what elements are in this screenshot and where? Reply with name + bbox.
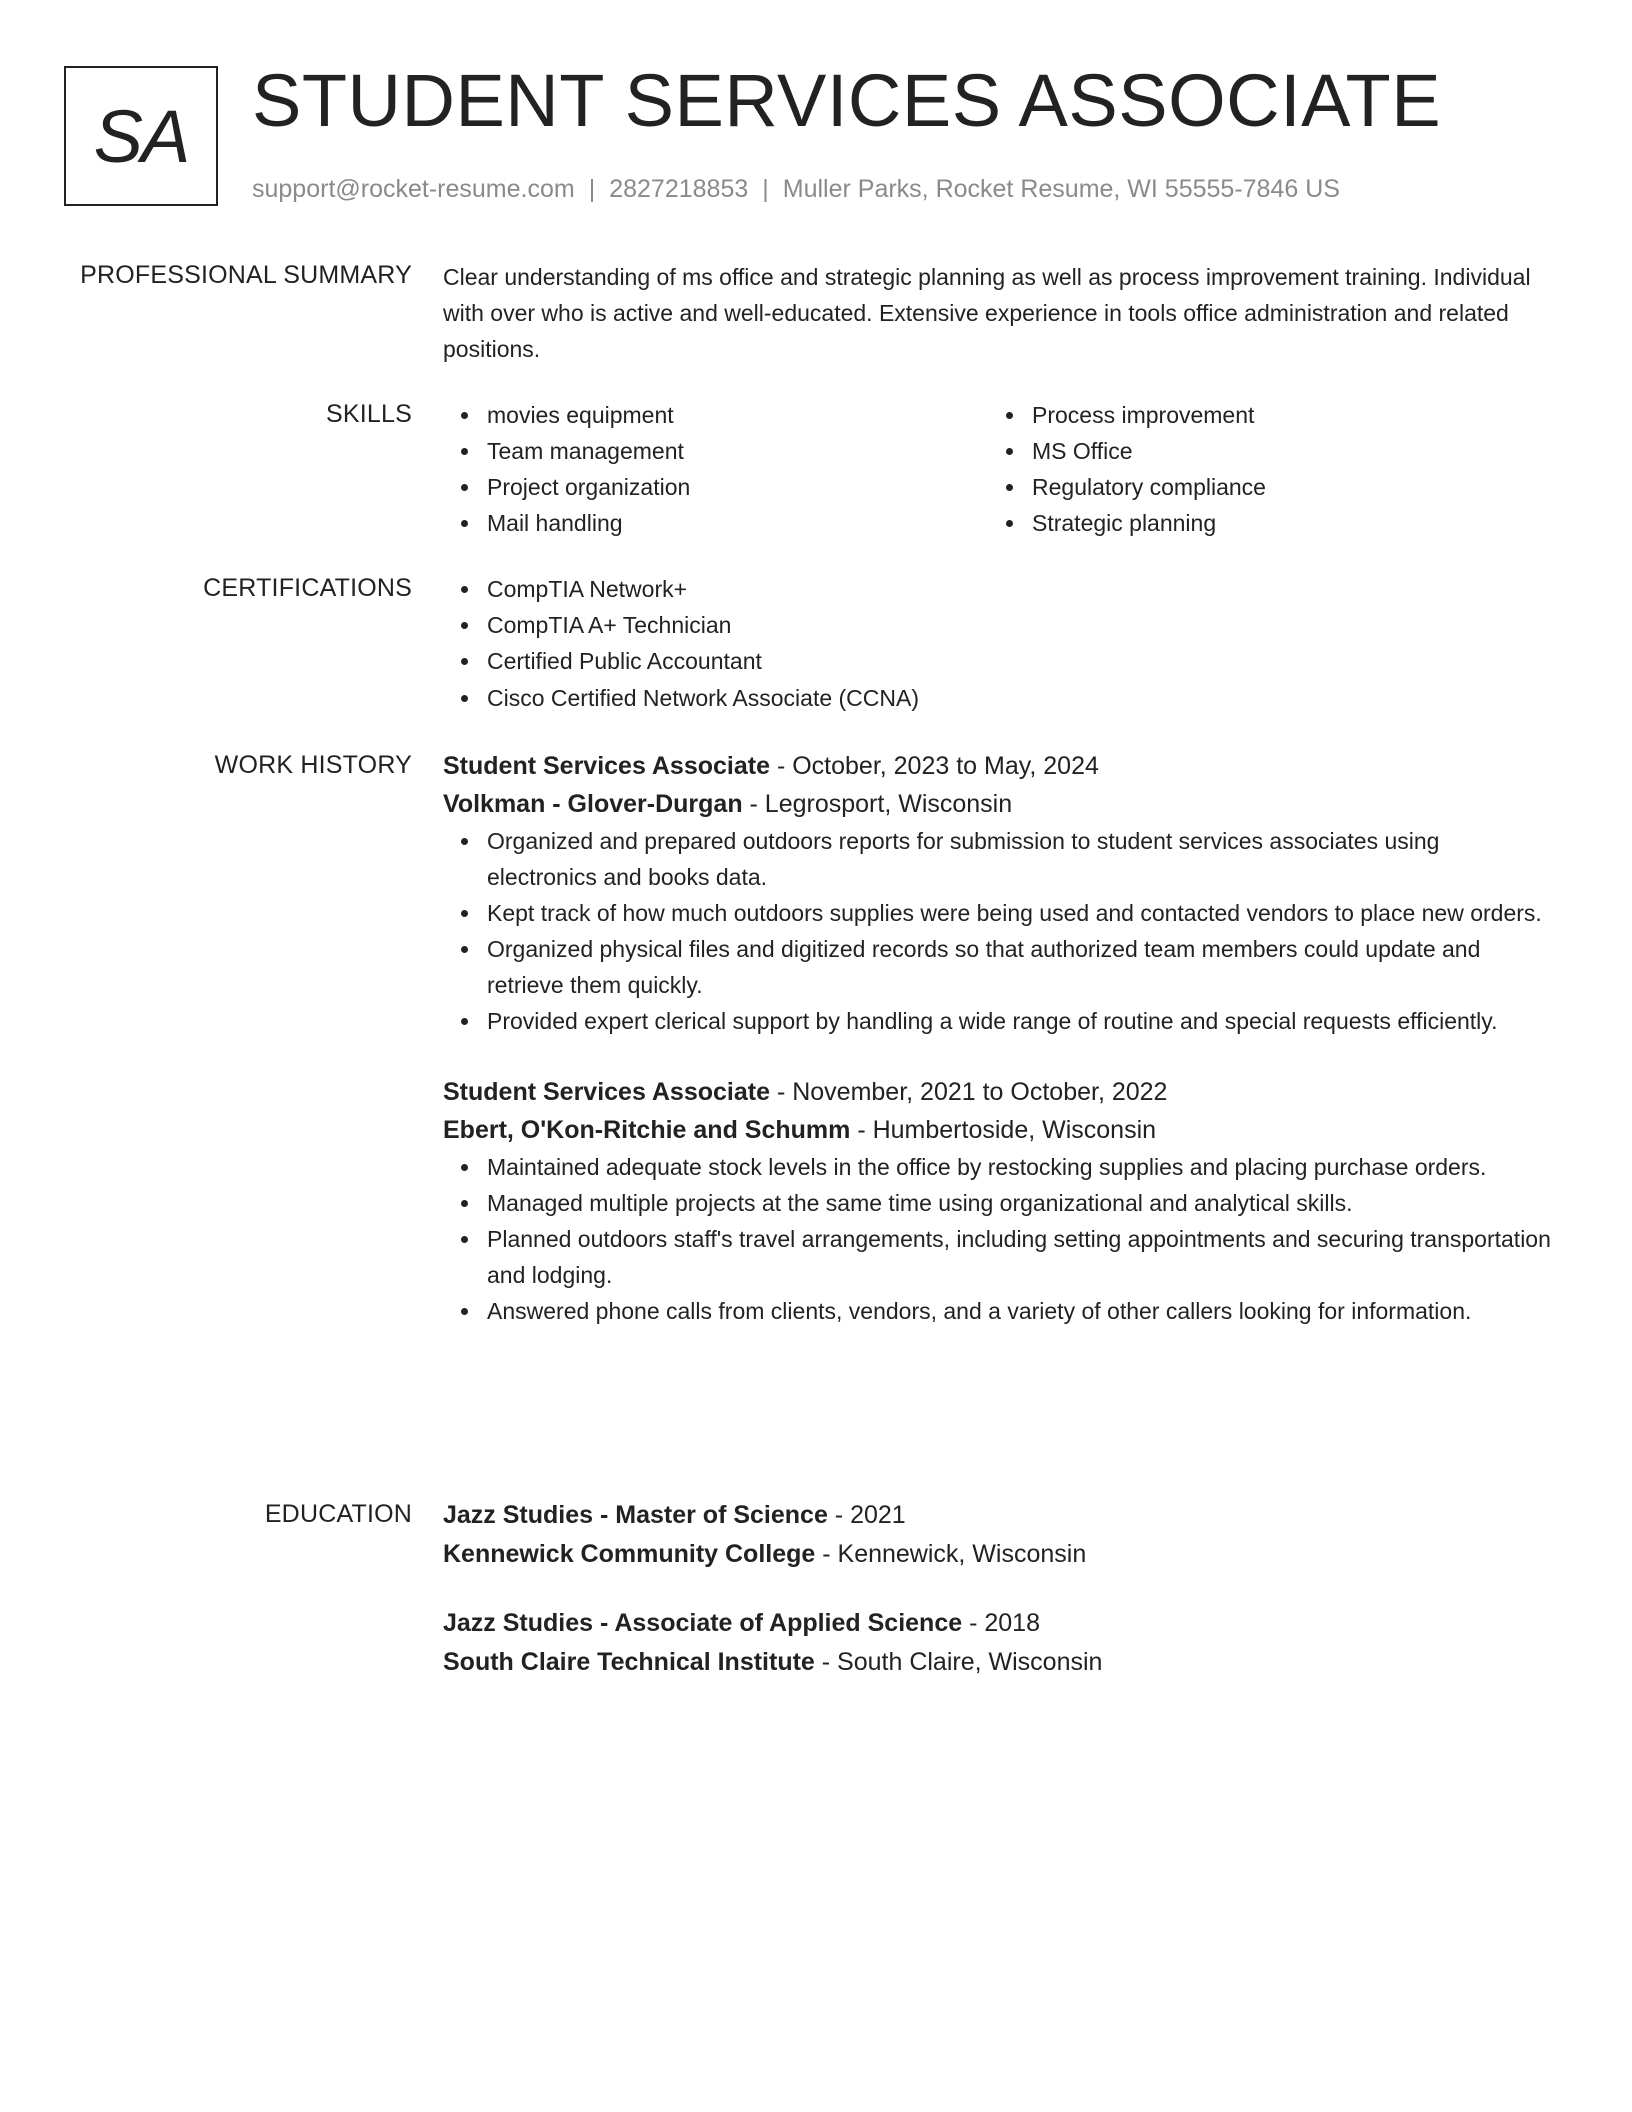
job-location: - Humbertoside, Wisconsin — [850, 1116, 1157, 1144]
list-item: Strategic planning — [1032, 505, 1533, 541]
list-item: movies equipment — [487, 397, 988, 433]
contact-separator: | — [762, 175, 769, 203]
education-location: - Kennewick, Wisconsin — [815, 1540, 1087, 1568]
job-bullets — [443, 1149, 1553, 1329]
certifications-list — [443, 571, 1553, 716]
job-title: Student Services Associate — [443, 752, 770, 780]
job-title: Student Services Associate — [443, 1078, 770, 1106]
section-label-work-history: WORK HISTORY — [214, 751, 412, 779]
section-label-education: EDUCATION — [264, 1500, 412, 1528]
list-item: Mail handling — [487, 505, 988, 541]
list-item: Certified Public Accountant — [487, 643, 1553, 679]
job-company-line — [443, 1111, 1553, 1149]
job-company-line — [443, 785, 1553, 823]
education-school-line — [443, 1643, 1553, 1682]
contact-address: Muller Parks, Rocket Resume, WI 55555-7846 US — [782, 175, 1340, 203]
education-degree: Jazz Studies - Associate of Applied Science — [443, 1609, 963, 1637]
section-label-certifications: CERTIFICATIONS — [203, 574, 412, 602]
resume-name-heading: STUDENT SERVICES ASSOCIATE — [252, 59, 1442, 142]
list-item: CompTIA A+ Technician — [487, 607, 1553, 643]
job-location: - Legrosport, Wisconsin — [742, 790, 1013, 818]
education-year: - 2021 — [827, 1501, 906, 1529]
job-dates: - November, 2021 to October, 2022 — [770, 1078, 1168, 1106]
list-item: Planned outdoors staff's travel arrangements, including setting appointments and securing transportation and lodging. — [487, 1221, 1553, 1293]
education-school: Kennewick Community College — [443, 1540, 816, 1568]
list-item: Cisco Certified Network Associate (CCNA) — [487, 680, 1553, 716]
monogram-badge: SA — [64, 66, 218, 206]
contact-separator: | — [588, 175, 596, 203]
list-item: Kept track of how much outdoors supplies were being used and contacted vendors to place new orders. — [487, 895, 1553, 931]
education-year: - 2018 — [962, 1609, 1040, 1637]
education-school: South Claire Technical Institute — [443, 1648, 815, 1676]
education-entry — [443, 1604, 1553, 1682]
list-item: Process improvement — [1032, 397, 1533, 433]
job-dates: - October, 2023 to May, 2024 — [770, 752, 1099, 780]
list-item: Organized and prepared outdoors reports for submission to student services associates using electronics and books data. — [487, 823, 1553, 895]
section-label-summary: PROFESSIONAL SUMMARY — [80, 261, 412, 289]
education-degree-line — [443, 1604, 1553, 1643]
list-item: Provided expert clerical support by handling a wide range of routine and special requests efficiently. — [487, 1003, 1553, 1039]
contact-line — [252, 172, 1340, 206]
list-item: Maintained adequate stock levels in the office by restocking supplies and placing purchase orders. — [487, 1149, 1553, 1185]
education-degree: Jazz Studies - Master of Science — [443, 1501, 828, 1529]
education-degree-line — [443, 1496, 1553, 1535]
list-item: Answered phone calls from clients, vendors, and a variety of other callers looking for information. — [487, 1293, 1553, 1329]
list-item: Managed multiple projects at the same time using organizational and analytical skills. — [487, 1185, 1553, 1221]
list-item: Organized physical files and digitized records so that authorized team members could update and retrieve them quickly. — [487, 931, 1553, 1003]
list-item: MS Office — [1032, 433, 1533, 469]
job-entry — [443, 1073, 1553, 1329]
education-school-line — [443, 1535, 1553, 1574]
skills-list-left — [443, 397, 988, 541]
job-entry — [443, 747, 1553, 1039]
job-title-line — [443, 1073, 1553, 1111]
education-location: - South Claire, Wisconsin — [814, 1648, 1103, 1676]
list-item: Regulatory compliance — [1032, 469, 1533, 505]
summary-text: Clear understanding of ms office and strategic planning as well as process improvement training. Individual with over who is active and well-educated. Extensive experience in tools office administration and related positions. — [443, 264, 1531, 362]
job-bullets — [443, 823, 1553, 1039]
list-item: CompTIA Network+ — [487, 571, 1553, 607]
skills-list-right — [988, 397, 1533, 541]
job-company: Ebert, O'Kon-Ritchie and Schumm — [443, 1116, 851, 1144]
education-entry — [443, 1496, 1553, 1574]
section-label-skills: SKILLS — [326, 400, 412, 428]
contact-email[interactable]: support@rocket-resume.com — [252, 175, 575, 203]
job-company: Volkman - Glover-Durgan — [443, 790, 743, 818]
list-item: Team management — [487, 433, 988, 469]
contact-phone[interactable]: 2827218853 — [609, 175, 749, 203]
job-title-line — [443, 747, 1553, 785]
list-item: Project organization — [487, 469, 988, 505]
